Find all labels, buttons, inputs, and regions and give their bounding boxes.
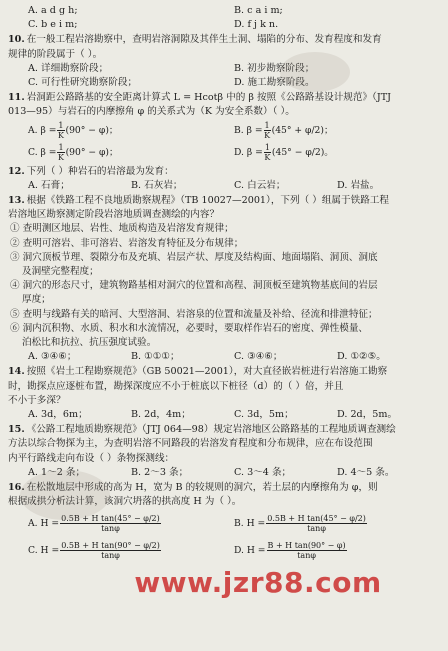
question-stem: 按照《岩土工程勘察规范》（GB 50021—2001），对大直径嵌岩桩进行岩溶施工勘察 <box>26 366 388 378</box>
question-stem: 根据《铁路工程不良地质勘察规程》（TB 10027—2001），下列（ ）组属于铁路工程 <box>26 195 389 207</box>
option-d: D. 4～5 条。 <box>337 466 395 478</box>
option-b: B. H = $\frac{\text{0.5B + H tan(45° − φ/2)}}{\tan\varphi}$ <box>234 513 366 533</box>
option-c: C. β = $\frac{1}{K}$ (90° − φ)； <box>28 143 119 163</box>
question-stem-cont2: 不小于多深？ <box>8 394 66 406</box>
question-stem: 岩洞距公路路基的安全距离计算式 L = Hcotβ 中的 β 按照《公路路基设计规范》（JTJ <box>26 92 391 104</box>
option-a: A. β = $\frac{1}{K}$ (90° − φ)； <box>28 121 119 141</box>
option-c: C. 3～4 条； <box>234 466 292 478</box>
question-stem: 在一般工程岩溶勘察中，查明岩溶洞隙及其伴生土洞、塌陷的分布、发育程度和发育 <box>26 34 382 46</box>
question-number: 15. <box>8 424 25 436</box>
option-d: D. 2d，5m。 <box>337 409 398 421</box>
website-watermark: www.jzr88.com <box>134 566 382 599</box>
q-prev-option-c: C. b e i m; <box>28 19 78 31</box>
option-a: A. 3d，6m； <box>28 409 88 421</box>
question-stem: 《公路工程地质勘察规范》（JTJ 064—98）规定岩溶地区公路路基的工程地质调查测绘 <box>26 424 396 436</box>
question-number: 13. <box>8 195 25 207</box>
statement-2: ② 查明可溶岩、非可溶岩、岩溶发育特征及分布规律； <box>10 237 244 249</box>
statement-3: ③ 洞穴顶板节理、裂隙分布及充填、岩层产状、厚度及结构面、地面塌陷、洞顶、洞底 <box>10 251 378 263</box>
option-c: C. H = $\frac{\text{0.5B + H tan(90° − φ/2)}}{\tan\varphi}$ <box>28 540 160 560</box>
option-d: D. 岩盐。 <box>337 179 380 191</box>
option-b: B. 2d，4m； <box>131 409 191 421</box>
question-13 <box>8 194 440 364</box>
option-b: B. ①①①； <box>131 351 180 363</box>
question-stem-cont2: 内平行路线走向布设（ ）条物探测线： <box>8 452 175 464</box>
statement-1: ① 查明测区地层、岩性、地质构造及岩溶发育规律； <box>10 223 234 235</box>
option-d: D. ①②⑤。 <box>337 351 386 363</box>
statement-5: ⑤ 查明与线路有关的暗河、大型溶洞、岩溶泉的位置和流量及补给、径流和排泄特征； <box>10 308 378 320</box>
option-a: A. 详细勘察阶段； <box>28 62 109 74</box>
statement-3-cont: 及洞壁完整程度； <box>22 266 99 278</box>
statement-6-cont: 泊松比和抗拉、抗压强度试验。 <box>22 337 157 349</box>
paper-stain <box>280 52 350 92</box>
question-number: 12. <box>8 165 25 177</box>
option-d: D. β = $\frac{1}{K}$ (45° − φ/2)。 <box>234 143 334 163</box>
option-b: B. 初步勘察阶段； <box>234 62 315 74</box>
paper-stain <box>20 470 110 520</box>
statement-4: ④ 洞穴的形态尺寸，建筑物路基相对洞穴的位置和高程、洞顶板至建筑物基底间的岩层 <box>10 280 378 292</box>
question-10 <box>8 33 440 90</box>
option-d: D. H = $\frac{\text{B + H tan(90° − φ)}}{\tan\varphi}$ <box>234 540 346 560</box>
option-c: C. 白云岩； <box>234 179 286 191</box>
question-number: 14. <box>8 366 25 378</box>
option-b: B. β = $\frac{1}{K}$ (45° + φ/2)； <box>234 121 334 141</box>
option-a: A. ③④⑥； <box>28 351 77 363</box>
question-number: 11. <box>8 92 25 104</box>
option-d: D. 施工勘察阶段。 <box>234 77 315 89</box>
statement-6: ⑥ 洞内沉积物、水质、积水和水流情况，必要时，要取样作岩石的密度、弹性模量、 <box>10 322 369 334</box>
option-a: A. H = $\frac{\text{0.5B + H tan(45° − φ/2)}}{\tan\varphi}$ <box>28 513 160 533</box>
option-b: B. 石灰岩； <box>131 179 183 191</box>
question-stem: 下列（ ）种岩石的岩溶最为发育： <box>26 165 174 177</box>
option-a: A. 1～2 条； <box>28 466 86 478</box>
question-stem: 在松散地层中形成的高为 H，宽为 B 的较规则的洞穴，若土层的内摩擦角为 φ，则 <box>26 482 378 494</box>
option-c: C. 可行性研究勘察阶段； <box>28 77 138 89</box>
q-prev-options-row1 <box>8 4 440 18</box>
question-stem-cont: 规律的阶段属于（ ）。 <box>8 48 103 60</box>
option-c: C. 3d，5m； <box>234 409 294 421</box>
question-number: 16. <box>8 482 25 494</box>
option-b: B. 2～3 条； <box>131 466 189 478</box>
q-prev-options-row2 <box>8 18 440 32</box>
q-prev-option-a: A. a d g h; <box>28 5 78 16</box>
question-11 <box>8 91 440 163</box>
q-prev-option-d: D. f j k n. <box>234 19 279 31</box>
question-stem-cont: 根据成拱分析法计算，该洞穴坍落的拱高度 H 为（ ）。 <box>8 496 242 508</box>
question-stem-cont: 岩溶地区勘察测定阶段岩溶地质调查测绘的内容？ <box>8 209 220 221</box>
statement-4-cont: 厚度； <box>22 294 51 306</box>
option-a: A. 石膏； <box>28 179 70 191</box>
question-stem-cont: 方法以综合物探为主，为查明岩溶不同路段的岩溶发育程度和分布规律，应在布设范围 <box>8 438 373 450</box>
question-14 <box>8 365 440 422</box>
question-number: 10. <box>8 34 25 46</box>
q-prev-option-b: B. c a i m; <box>234 5 283 16</box>
question-12 <box>8 165 440 193</box>
option-c: C. ③④⑥； <box>234 351 283 363</box>
question-stem-cont: 时，勘探点应逐桩布置，勘探深度应不小于桩底以下桩径（d）的（ ）倍，并且 <box>8 380 344 392</box>
question-stem-cont: 013—95）与岩石的内摩擦角 φ 的关系式为（K 为安全系数）（ ）。 <box>8 106 295 118</box>
